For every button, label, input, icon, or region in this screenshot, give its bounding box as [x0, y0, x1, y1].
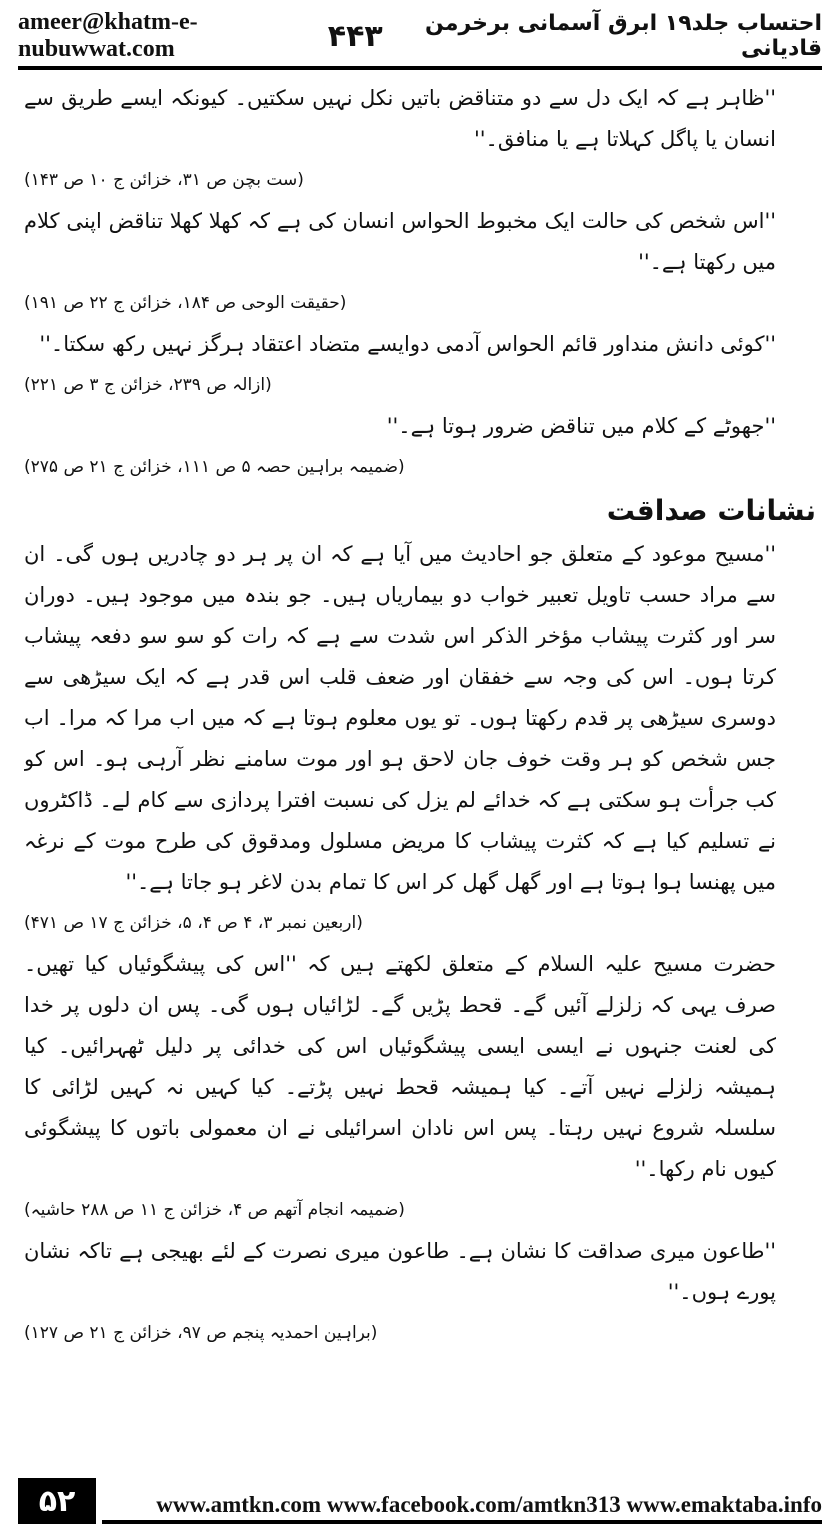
footer-url-area: [102, 1478, 822, 1524]
paragraph-6: حضرت مسیح علیہ السلام کے متعلق لکھتے ہیں کہ ''اس کی پیشگوئیاں کیا تھیں۔ صرف یہی کہ زلزلے آئیں گے۔ قحط پڑیں گے۔ لڑائیاں ہوں گی۔ پس ان دلوں پر خدا کی لعنت جنہوں نے ایسی ایسی پیشگوئیاں اس کی خدائی پر دلیل ٹھہرائیں۔ کیا ہمیشہ زلزلے نہیں آتے۔ کیا ہمیشہ قحط نہیں پڑتے۔ کیا کہیں نہ کہیں لڑائی کا سلسلہ شروع نہیں رہتا۔ پس اس نادان اسرائیلی نے ان معمولی باتوں کا پیشگوئی کیوں نام رکھا۔'': [24, 952, 776, 1181]
footer-urls: www.amtkn.com www.facebook.com/amtkn313 www.emaktaba.info: [156, 1492, 822, 1517]
citation-2: (حقیقت الوحی ص ۱۸۴، خزائن ج ۲۲ ص ۱۹۱): [24, 293, 347, 313]
paragraph-5: ''مسیح موعود کے متعلق جو احادیث میں آیا ہے کہ ان پر ہر دو چادریں ہوں گی۔ ان سے مراد حسب تاویل تعبیر خواب دو بیماریاں ہیں۔ جو بندہ میں موجود ہیں۔ دوران سر اور کثرت پیشاب مؤخر الذکر اس شدت سے ہے کہ رات کو سو سو دفعہ پیشاب کرتا ہوں۔ اس کی وجہ سے خفقان اور ضعف قلب اس قدر ہے کہ ایک سیڑھی سے دوسری سیڑھی پر قدم رکھتا ہوں۔ تو یوں معلوم ہوتا ہے کہ میں اب مرا کہ مرا۔ اب جس شخص کو ہر وقت خوف جان لاحق ہو اور موت سامنے نظر آرہی ہو۔ اس کو کب جرأت ہو سکتی ہے کہ خدائے لم یزل کی نسبت افترا پردازی سے کام لے۔ ڈاکٹروں نے تسلیم کیا ہے کہ کثرت پیشاب کا مریض مسلول ومدقوق کی طرح موت کے نرغہ میں پھنسا ہوا ہوتا ہے اور گھل گھل کر اس کا تمام بدن لاغر ہو جاتا ہے۔'': [24, 542, 776, 894]
page-footer: [18, 1478, 822, 1524]
page-header: [18, 10, 822, 62]
paragraph-4: ''جھوٹے کے کلام میں تناقض ضرور ہوتا ہے۔'': [386, 414, 776, 438]
citation-5: (اربعین نمبر ۳، ۴ ص ۴، ۵، خزائن ج ۱۷ ص ۴۷۱): [24, 913, 363, 933]
footer-rule: [102, 1520, 822, 1524]
citation-4: (ضمیمہ براہین حصہ ۵ ص ۱۱۱، خزائن ج ۲۱ ص ۲۷۵): [24, 457, 405, 477]
citation-1: (ست بچن ص ۳۱، خزائن ج ۱۰ ص ۱۴۳): [24, 170, 304, 190]
paragraph-7: ''طاعون میری صداقت کا نشان ہے۔ طاعون میری نصرت کے لئے بھیجی ہے تاکہ نشان پورے ہوں۔'': [24, 1239, 776, 1304]
citation-6: (ضمیمہ انجام آتھم ص ۴، خزائن ج ۱۱ ص ۲۸۸ حاشیہ): [24, 1200, 405, 1220]
header-page-number: ۴۴۳: [327, 18, 383, 54]
page-body: [24, 78, 816, 1458]
citation-7: (براہین احمدیہ پنجم ص ۹۷، خزائن ج ۲۱ ص ۱۲۷): [24, 1323, 378, 1343]
paragraph-2: ''اس شخص کی حالت ایک مخبوط الحواس انسان کی ہے کہ کھلا کھلا تناقض اپنی کلام میں رکھتا ہے۔'': [24, 209, 776, 274]
citation-3: (ازالہ ص ۲۳۹، خزائن ج ۳ ص ۲۲۱): [24, 375, 272, 395]
header-email: ameer@khatm-e-nubuwwat.com: [18, 9, 198, 62]
section-heading: نشانات صداقت: [606, 494, 816, 527]
paragraph-1: ''ظاہر ہے کہ ایک دل سے دو متناقض باتیں نکل نہیں سکتیں۔ کیونکہ ایسے طریق سے انسان یا پاگل کہلاتا ہے یا منافق۔'': [24, 86, 776, 151]
paragraph-3: ''کوئی دانش منداور قائم الحواس آدمی دوایسے متضاد اعتقاد ہرگز نہیں رکھ سکتا۔'': [39, 332, 776, 356]
header-rule: [18, 66, 822, 70]
header-left: [18, 9, 383, 63]
footer-page-number: ۵۲: [18, 1478, 96, 1524]
header-book-title: احتساب جلد۱۹ ابرق آسمانی برخرمن قادیانی: [425, 11, 822, 61]
